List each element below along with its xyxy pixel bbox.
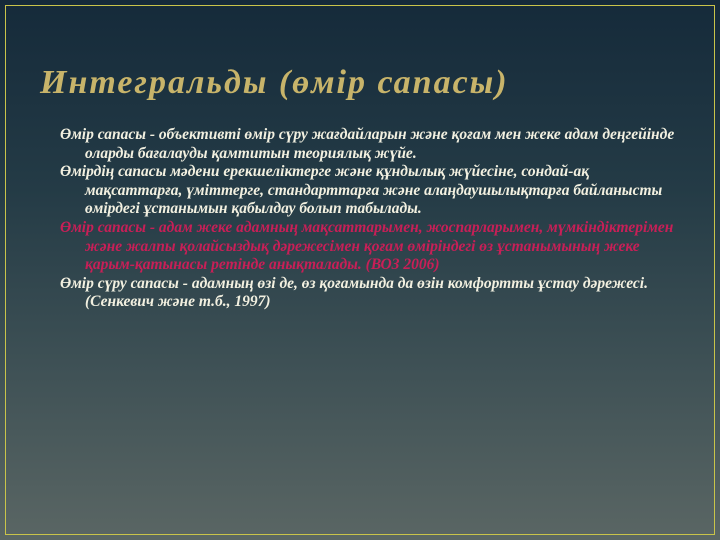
slide-body (60, 126, 690, 312)
definition-paragraph-2: Өмірдің сапасы мәдени ерекшеліктерге және құндылық жүйесіне, сондай-ақ мақсаттарға, үміттерге, стандарттарға және алаңдаушылықтарға байланысты өмірдегі ұстанымын қабылдау болып табылады. (60, 163, 663, 218)
definition-paragraph-who: Өмір сапасы - адам жеке адамның мақсаттарымен, жоспарларымен, мүмкіндіктерімен және жалпы қолайсыздық дәрежесімен қоғам өміріндегі өз ұстанымының жеке қарым-қатынасы ретінде анықталады. (ВОЗ 2006) (60, 218, 674, 274)
slide-title: Интегральды (өмір сапасы) (40, 64, 509, 101)
definition-paragraph-4: Өмір сүру сапасы - адамның өзі де, өз қоғамында да өзін комфортты ұстау дәрежесі. (Сенкевич және т.б., 1997) (60, 274, 648, 311)
definition-paragraph-1: Өмір сапасы - объективті өмір сүру жағдайларын және қоғам мен жеке адам деңгейінде оларды бағалауды қамтитын теориялық жүйе. (60, 126, 675, 162)
